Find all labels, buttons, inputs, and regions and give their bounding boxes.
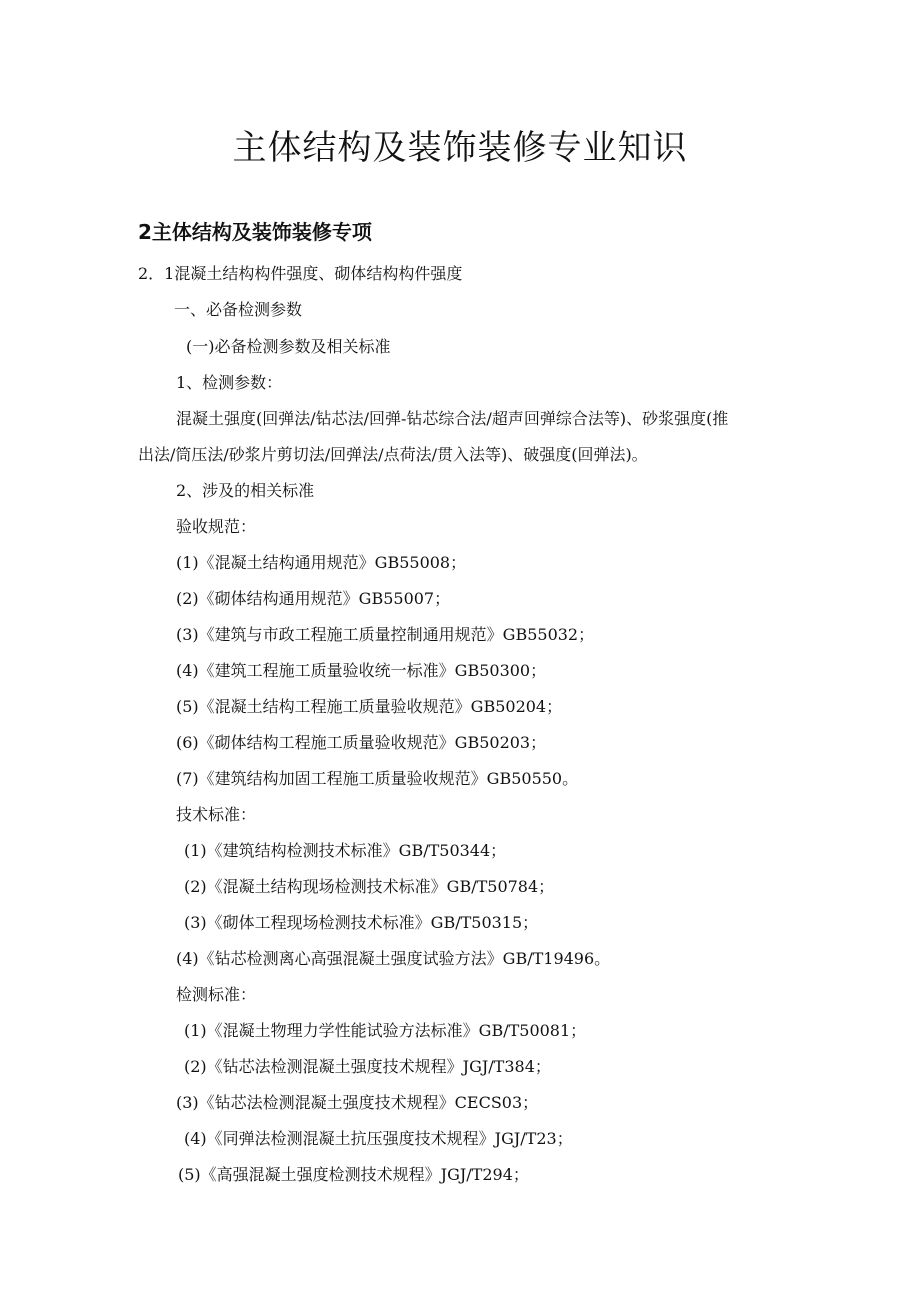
subsection-heading: 2．1混凝土结构构件强度、砌体结构构件强度	[138, 264, 463, 283]
list-item: (4)《同弹法检测混凝土抗压强度技术规程》JGJ/T23；	[184, 1129, 573, 1148]
list-item: (3)《钻芯法检测混凝土强度技术规程》CECS03；	[176, 1093, 539, 1112]
page-title: 主体结构及装饰装修专业知识	[232, 128, 688, 168]
section-heading: 2主体结构及装饰装修专项	[138, 220, 372, 244]
list-item: (1)《建筑结构检测技术标准》GB/T50344；	[184, 841, 507, 860]
text-line: (一)必备检测参数及相关标准	[186, 337, 391, 356]
list-item: (2)《混凝土结构现场检测技术标准》GB/T50784；	[184, 877, 555, 896]
list-label: 技术标准：	[176, 805, 257, 824]
list-item: (2)《钻芯法检测混凝土强度技术规程》JGJ/T384；	[184, 1057, 551, 1076]
list-item: (6)《砌体结构工程施工质量验收规范》GB50203；	[176, 733, 547, 752]
text-line: 一、必备检测参数	[174, 300, 303, 319]
list-item: (3)《建筑与市政工程施工质量控制通用规范》GB55032；	[176, 625, 595, 644]
text-line: 2、涉及的相关标准	[176, 481, 315, 500]
list-item: (4)《钻芯检测离心高强混凝土强度试验方法》GB/T19496。	[176, 949, 611, 968]
list-item: (4)《建筑工程施工质量验收统一标准》GB50300；	[176, 661, 547, 680]
list-label: 检测标准：	[176, 985, 257, 1004]
list-item: (7)《建筑结构加固工程施工质量验收规范》GB50550。	[176, 769, 579, 788]
text-line: 1、检测参数：	[176, 373, 283, 392]
list-label: 验收规范：	[176, 517, 257, 536]
list-item: (5)《高强混凝土强度检测技术规程》JGJ/T294；	[178, 1165, 529, 1184]
list-item: (1)《混凝土结构通用规范》GB55008；	[176, 553, 467, 572]
list-item: (1)《混凝土物理力学性能试验方法标准》GB/T50081；	[184, 1021, 587, 1040]
list-item: (3)《砌体工程现场检测技术标准》GB/T50315；	[184, 913, 539, 932]
list-item: (2)《砌体结构通用规范》GB55007；	[176, 589, 451, 608]
paragraph-line: 混凝土强度(回弹法/钻芯法/回弹-钻芯综合法/超声回弹综合法等)、砂浆强度(推	[176, 409, 729, 428]
list-item: (5)《混凝土结构工程施工质量验收规范》GB50204；	[176, 697, 563, 716]
paragraph-line: 出法/筒压法/砂浆片剪切法/回弹法/点荷法/贯入法等)、破强度(回弹法)。	[138, 445, 648, 464]
